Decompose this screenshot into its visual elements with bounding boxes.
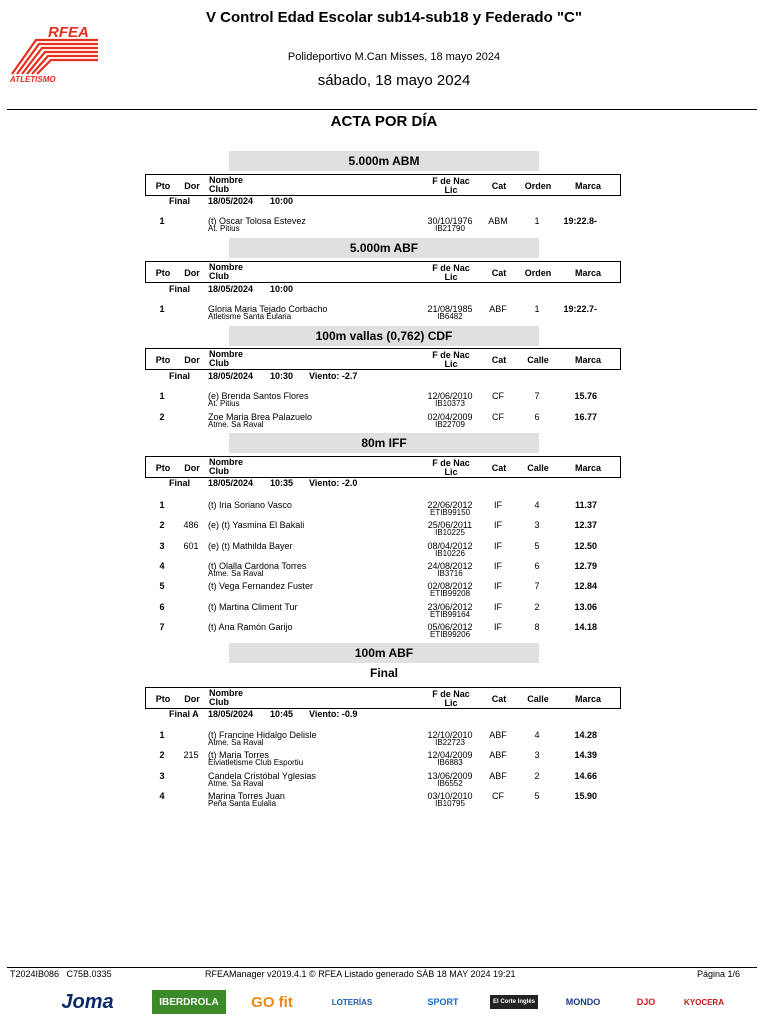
result-mark: 14.28 — [574, 730, 597, 740]
round-info — [169, 709, 357, 720]
result-pto: 1 — [159, 500, 165, 510]
athlete-name: (t) Ana Ramón Garijo — [208, 622, 293, 632]
col-fnac: F de Nac — [432, 263, 470, 273]
sponsor-iberdrola: IBERDROLA — [152, 990, 226, 1014]
birth-date: 25/06/2011 — [427, 520, 473, 530]
col-club: Club — [209, 466, 229, 476]
results-header — [145, 456, 621, 478]
event-title: 5.000m ABF — [229, 238, 539, 258]
round-date: 18/05/2024 — [208, 709, 254, 719]
athlete-club: Atme. Sa Raval — [208, 738, 264, 747]
col-lic: Lic — [444, 185, 458, 195]
lane: 7 — [534, 391, 540, 401]
athlete-club: Eiviatletisme Club Esportiu — [208, 758, 304, 767]
license-number: IB22723 — [435, 738, 465, 747]
result-row — [145, 791, 621, 811]
round-date: 18/05/2024 — [208, 478, 254, 488]
round-time: 10:00 — [270, 196, 294, 206]
lane: 5 — [534, 541, 540, 551]
footer-page: Página 1/6 — [697, 969, 741, 979]
result-row — [145, 771, 621, 791]
athlete-name: (t) Olalla Cardona Torres — [208, 561, 307, 571]
result-row — [145, 622, 621, 642]
round-time: 10:00 — [270, 284, 294, 294]
category: CF — [492, 791, 504, 801]
result-mark: 12.79 — [574, 561, 597, 571]
athlete-name: Zoe Maria Brea Palazuelo — [208, 412, 313, 422]
license-number: IB6883 — [437, 758, 463, 767]
col-lic: Lic — [444, 272, 458, 282]
category: ABM — [488, 216, 508, 226]
sponsor-loterias: LOTERÍAS — [331, 997, 373, 1007]
license-number: IB10225 — [435, 528, 465, 537]
athlete-club: At. Pitius — [208, 399, 240, 408]
result-dorsal: 601 — [183, 541, 199, 551]
round-wind: Viento: -2.7 — [309, 371, 358, 381]
license-number: IB6482 — [437, 312, 463, 321]
col-fnac: F de Nac — [432, 350, 470, 360]
result-pto: 4 — [159, 791, 165, 801]
col-nombre: Nombre — [209, 262, 244, 272]
result-pto: 1 — [159, 730, 165, 740]
col-marca: Marca — [574, 694, 601, 704]
col-pto: Pto — [155, 355, 171, 365]
round-info — [169, 371, 357, 382]
birth-date: 03/10/2010 — [427, 791, 473, 801]
birth-date: 24/08/2012 — [427, 561, 473, 571]
event-title: 100m ABF — [229, 643, 539, 663]
result-row — [145, 541, 621, 561]
result-pto: 6 — [159, 602, 165, 612]
license-number: IB6552 — [437, 779, 463, 788]
license-number: IB10373 — [435, 399, 465, 408]
result-pto: 1 — [159, 304, 165, 314]
athlete-name: (e) (t) Mathilda Bayer — [208, 541, 293, 551]
lane: 4 — [534, 730, 540, 740]
event-title: 80m IFF — [229, 433, 539, 453]
category: IF — [494, 541, 502, 551]
result-row — [145, 500, 621, 520]
results-header — [145, 348, 621, 370]
round-date: 18/05/2024 — [208, 371, 254, 381]
header-divider — [7, 109, 757, 110]
col-dor: Dor — [184, 694, 200, 704]
birth-date: 12/04/2009 — [427, 750, 473, 760]
result-mark: 14.66 — [574, 771, 597, 781]
col-club: Club — [209, 184, 229, 194]
birth-date: 02/08/2012 — [427, 581, 473, 591]
sponsor-djo: DJO — [636, 997, 656, 1007]
result-dorsal: 215 — [183, 750, 199, 760]
col-dor: Dor — [184, 268, 200, 278]
result-mark: 16.77 — [574, 412, 597, 422]
col-orden: Orden — [524, 268, 552, 278]
license-number: ETIB99150 — [429, 508, 471, 517]
lane: 6 — [534, 561, 540, 571]
result-row — [145, 520, 621, 540]
category: CF — [492, 391, 504, 401]
birth-date: 12/06/2010 — [427, 391, 473, 401]
sponsor-elcorteingles: El Corte Inglés — [490, 995, 538, 1009]
results-header — [145, 261, 621, 283]
round-info — [169, 196, 309, 207]
result-row — [145, 581, 621, 601]
col-cat: Cat — [491, 463, 507, 473]
round-name: Final — [169, 478, 191, 488]
round-time: 10:45 — [270, 709, 294, 719]
result-row — [145, 750, 621, 770]
col-cat: Cat — [491, 694, 507, 704]
result-mark: 14.18 — [574, 622, 597, 632]
col-dor: Dor — [184, 181, 200, 191]
license-number: IB3716 — [437, 569, 463, 578]
athlete-name: (t) Martina Climent Tur — [208, 602, 298, 612]
meeting-date: sábado, 18 mayo 2024 — [317, 72, 471, 89]
athlete-name: Gloria Maria Tejado Corbacho — [208, 304, 328, 314]
sponsor-gofit: GO fit — [251, 993, 293, 1011]
athlete-club: At. Pitius — [208, 224, 240, 233]
category: IF — [494, 500, 502, 510]
col-marca: Marca — [574, 268, 601, 278]
venue-subtitle: Polideportivo M.Can Misses, 18 mayo 2024 — [287, 51, 501, 63]
col-fnac: F de Nac — [432, 176, 470, 186]
round-date: 18/05/2024 — [208, 196, 254, 206]
license-number: IB10226 — [435, 549, 465, 558]
col-lic: Lic — [444, 698, 458, 708]
col-nombre: Nombre — [209, 175, 244, 185]
col-cat: Cat — [491, 181, 507, 191]
col-pto: Pto — [155, 268, 171, 278]
footer-divider — [7, 967, 757, 968]
result-dorsal: 486 — [183, 520, 199, 530]
round-time: 10:30 — [270, 371, 294, 381]
event-title: 5.000m ABM — [229, 151, 539, 171]
athlete-name: Marina Torres Juan — [208, 791, 285, 801]
sponsor-sport: SPORT — [427, 997, 459, 1007]
lane: 6 — [534, 412, 540, 422]
result-row — [145, 391, 621, 411]
result-mark: 11.37 — [574, 500, 597, 510]
result-row — [145, 602, 621, 622]
result-mark: 19:22.7- — [563, 304, 597, 314]
athlete-name: (e) (t) Yasmina El Bakali — [208, 520, 305, 530]
sponsor-kyocera: KYOCERA — [683, 997, 724, 1007]
sponsor-joma: Joma — [61, 990, 114, 1013]
event-title: 100m vallas (0,762) CDF — [229, 326, 539, 346]
results-header — [145, 687, 621, 709]
athlete-club: Atme. Sa Raval — [208, 569, 264, 578]
birth-date: 23/06/2012 — [427, 602, 473, 612]
athlete-club: Atletisme Santa Eularia — [208, 312, 292, 321]
round-info — [169, 284, 309, 295]
footer-code: T2024IB086 C75B.0335 — [10, 969, 112, 979]
lane: 2 — [534, 602, 540, 612]
col-club: Club — [209, 271, 229, 281]
round-name: Final — [169, 284, 191, 294]
result-pto: 7 — [159, 622, 165, 632]
result-pto: 5 — [159, 581, 165, 591]
result-mark: 12.37 — [574, 520, 597, 530]
page-title: V Control Edad Escolar sub14-sub18 y Federado "C" — [206, 9, 582, 26]
col-marca: Marca — [574, 463, 601, 473]
result-mark: 12.50 — [574, 541, 597, 551]
result-pto: 1 — [159, 391, 165, 401]
sponsor-mondo: MONDO — [565, 997, 601, 1007]
round-name: Final A — [169, 709, 199, 719]
result-pto: 3 — [159, 541, 165, 551]
lane: 8 — [534, 622, 540, 632]
footer-generated: RFEAManager v2019.4.1 © RFEA Listado generado SÁB 18 MAY 2024 19:21 — [205, 969, 516, 979]
col-pto: Pto — [155, 181, 171, 191]
athlete-name: (t) Oscar Tolosa Estevez — [208, 216, 306, 226]
result-row — [145, 304, 621, 324]
result-mark: 14.39 — [574, 750, 597, 760]
col-nombre: Nombre — [209, 457, 244, 467]
round-name: Final — [169, 196, 191, 206]
result-row — [145, 561, 621, 581]
result-pto: 2 — [159, 412, 165, 422]
event-subtitle: Final — [369, 666, 398, 680]
col-pto: Pto — [155, 694, 171, 704]
athlete-name: (t) Iria Soriano Vasco — [208, 500, 292, 510]
license-number: ETIB99206 — [429, 630, 471, 639]
col-fnac: F de Nac — [432, 458, 470, 468]
result-pto: 3 — [159, 771, 165, 781]
round-wind: Viento: -2.0 — [309, 478, 358, 488]
result-mark: 12.84 — [574, 581, 597, 591]
license-number: IB22709 — [435, 420, 465, 429]
result-mark: 15.76 — [574, 391, 597, 401]
order: 1 — [534, 304, 540, 314]
col-fnac: F de Nac — [432, 689, 470, 699]
col-lic: Lic — [444, 467, 458, 477]
category: IF — [494, 561, 502, 571]
col-club: Club — [209, 358, 229, 368]
category: IF — [494, 520, 502, 530]
round-name: Final — [169, 371, 191, 381]
birth-date: 22/06/2012 — [427, 500, 473, 510]
birth-date: 13/06/2009 — [427, 771, 473, 781]
col-nombre: Nombre — [209, 688, 244, 698]
round-time: 10:35 — [270, 478, 294, 488]
category: ABF — [489, 304, 507, 314]
lane: 4 — [534, 500, 540, 510]
lane: 5 — [534, 791, 540, 801]
athlete-name: Candela Cristóbal Yglesias — [208, 771, 316, 781]
category: ABF — [489, 750, 507, 760]
result-mark: 15.90 — [574, 791, 597, 801]
birth-date: 05/06/2012 — [427, 622, 473, 632]
result-mark: 13.06 — [574, 602, 597, 612]
license-number: ETIB99164 — [429, 610, 471, 619]
category: CF — [492, 412, 504, 422]
category: ABF — [489, 771, 507, 781]
athlete-club: Atme. Sa Raval — [208, 420, 264, 429]
lane: 3 — [534, 750, 540, 760]
birth-date: 21/08/1985 — [427, 304, 473, 314]
col-calle: Calle — [527, 355, 549, 365]
col-pto: Pto — [155, 463, 171, 473]
result-mark: 19:22.8- — [563, 216, 597, 226]
athlete-club: Atme. Sa Raval — [208, 779, 264, 788]
logo-subtext: ATLETISMO — [10, 75, 56, 84]
category: IF — [494, 581, 502, 591]
col-calle: Calle — [527, 694, 549, 704]
birth-date: 08/04/2012 — [427, 541, 473, 551]
round-info — [169, 478, 357, 489]
birth-date: 02/04/2009 — [427, 412, 473, 422]
col-lic: Lic — [444, 359, 458, 369]
result-pto: 1 — [159, 216, 165, 226]
round-date: 18/05/2024 — [208, 284, 254, 294]
col-orden: Orden — [524, 181, 552, 191]
result-pto: 4 — [159, 561, 165, 571]
col-cat: Cat — [491, 355, 507, 365]
acta-heading: ACTA POR DÍA — [330, 113, 438, 130]
logo-text: RFEA — [48, 24, 89, 41]
col-dor: Dor — [184, 463, 200, 473]
athlete-name: (t) Maria Torres — [208, 750, 269, 760]
athlete-name: (t) Vega Fernandez Fuster — [208, 581, 314, 591]
result-row — [145, 412, 621, 432]
result-row — [145, 216, 621, 236]
lane: 7 — [534, 581, 540, 591]
results-header — [145, 174, 621, 196]
result-pto: 2 — [159, 750, 165, 760]
round-wind: Viento: -0.9 — [309, 709, 358, 719]
license-number: IB21790 — [435, 224, 465, 233]
col-marca: Marca — [574, 355, 601, 365]
athlete-club: Peña Santa Eulalia — [208, 799, 277, 808]
lane: 3 — [534, 520, 540, 530]
result-pto: 2 — [159, 520, 165, 530]
col-marca: Marca — [574, 181, 601, 191]
birth-date: 30/10/1976 — [427, 216, 473, 226]
athlete-name: (e) Brenda Santos Flores — [208, 391, 309, 401]
category: IF — [494, 622, 502, 632]
order: 1 — [534, 216, 540, 226]
col-dor: Dor — [184, 355, 200, 365]
col-club: Club — [209, 697, 229, 707]
birth-date: 12/10/2010 — [427, 730, 473, 740]
col-calle: Calle — [527, 463, 549, 473]
license-number: ETIB99208 — [429, 589, 471, 598]
col-cat: Cat — [491, 268, 507, 278]
result-row — [145, 730, 621, 750]
athlete-name: (t) Francine Hidalgo Delisle — [208, 730, 317, 740]
lane: 2 — [534, 771, 540, 781]
category: IF — [494, 602, 502, 612]
col-nombre: Nombre — [209, 349, 244, 359]
license-number: IB10795 — [435, 799, 465, 808]
category: ABF — [489, 730, 507, 740]
